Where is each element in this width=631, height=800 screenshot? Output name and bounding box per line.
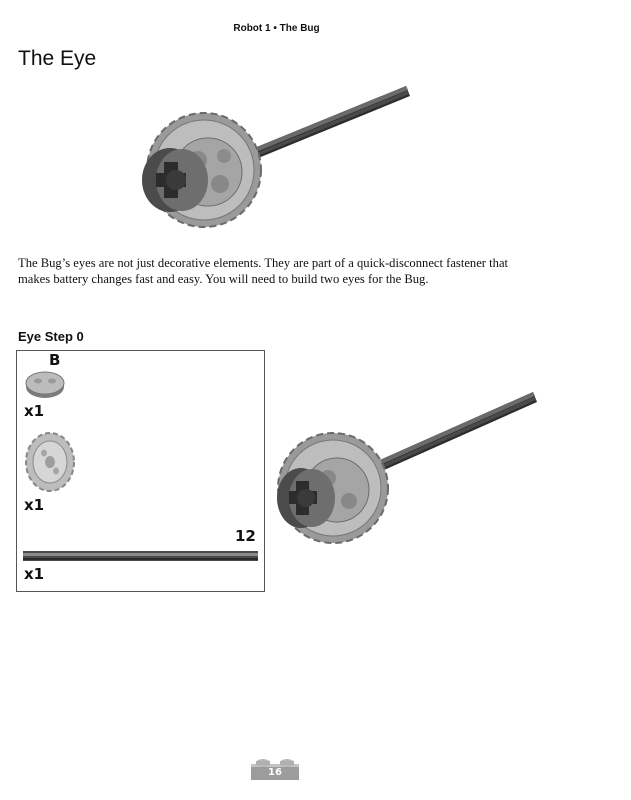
round-plate-icon xyxy=(23,369,67,401)
axle-icon xyxy=(23,550,259,562)
page-number: 16 xyxy=(268,767,282,778)
step-model-illustration xyxy=(275,388,540,548)
eye-assembly-illustration xyxy=(138,78,413,238)
gear-icon xyxy=(23,431,77,493)
axle-length-label: 12 xyxy=(235,527,256,545)
part-quantity: x1 xyxy=(24,496,45,514)
running-head: Robot 1 • The Bug xyxy=(233,23,320,34)
body-paragraph: The Bug’s eyes are not just decorative elements. They are part of a quick-disconnect fastener that makes battery changes fast and easy. You will need to build two eyes for the Bug. xyxy=(18,256,509,286)
bushing-shape xyxy=(142,148,208,212)
step-title: Eye Step 0 xyxy=(18,329,84,344)
part-quantity: x1 xyxy=(24,402,45,420)
section-title: The Eye xyxy=(18,47,97,70)
part-quantity: x1 xyxy=(24,565,45,583)
parts-list xyxy=(16,350,265,592)
part-letter: B xyxy=(49,351,61,369)
bushing-shape xyxy=(277,468,335,528)
